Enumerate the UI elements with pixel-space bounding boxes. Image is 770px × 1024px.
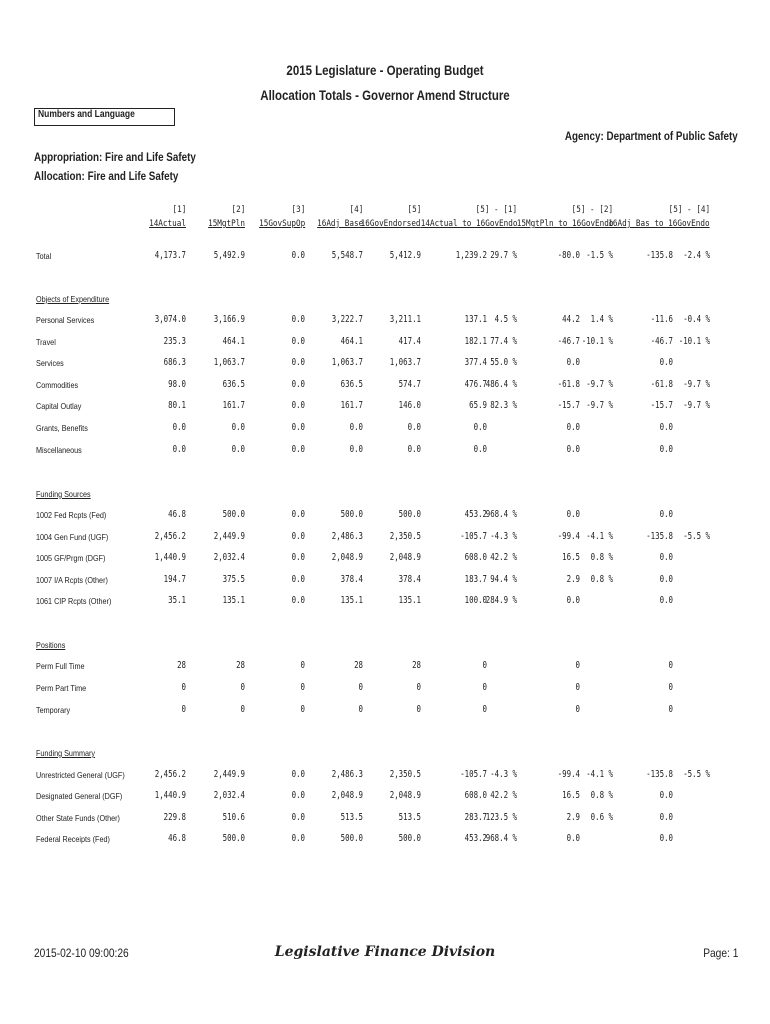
table-cell: 161.7 xyxy=(222,400,245,411)
column-number: [5] - [4] xyxy=(668,205,710,215)
table-cell: 0.0 xyxy=(291,422,305,433)
table-cell: 3,166.9 xyxy=(213,314,245,325)
row-label: Other State Funds (Other) xyxy=(36,813,120,823)
table-cell: 0.0 xyxy=(291,357,305,368)
row-label: 1061 CIP Rcpts (Other) xyxy=(36,596,112,606)
table-cell: 0 xyxy=(668,682,673,693)
table-cell: 0.6 % xyxy=(590,812,613,823)
table-cell: -4.1 % xyxy=(586,531,613,542)
table-cell: 0.0 xyxy=(231,422,245,433)
row-label: Miscellaneous xyxy=(36,445,82,455)
table-cell: 35.1 xyxy=(168,595,186,606)
table-cell: 0.8 % xyxy=(590,790,613,801)
table-cell: -5.5 % xyxy=(683,769,710,780)
table-cell: 500.0 xyxy=(398,833,421,844)
table-cell: 80.1 xyxy=(168,400,186,411)
table-cell: 183.7 xyxy=(464,574,487,585)
table-cell: -4.3 % xyxy=(490,531,517,542)
table-cell: 417.4 xyxy=(398,336,421,347)
row-label: Perm Part Time xyxy=(36,683,87,693)
table-cell: 0 xyxy=(668,704,673,715)
table-cell: 0.0 xyxy=(566,357,580,368)
row-label: Designated General (DGF) xyxy=(36,791,123,801)
table-cell: 28 xyxy=(412,660,421,671)
table-cell: -61.8 xyxy=(650,379,673,390)
table-cell: 500.0 xyxy=(222,509,245,520)
table-cell: 0.0 xyxy=(566,422,580,433)
table-cell: 2,456.2 xyxy=(154,531,186,542)
table-cell: 1,063.7 xyxy=(389,357,421,368)
table-cell: 476.7 xyxy=(464,379,487,390)
column-number: [4] xyxy=(349,205,363,215)
column-number: [3] xyxy=(291,205,305,215)
table-cell: 453.2 xyxy=(464,509,487,520)
table-cell: -15.7 xyxy=(557,400,580,411)
table-cell: 1,440.9 xyxy=(154,552,186,563)
row-label: 1002 Fed Rcpts (Fed) xyxy=(36,510,107,520)
table-cell: 100.0 xyxy=(464,595,487,606)
table-cell: 0.0 xyxy=(172,444,186,455)
table-cell: 0 xyxy=(416,704,421,715)
column-header: 16Adj Bas to 16GovEndo xyxy=(608,219,710,229)
table-cell: 2,048.9 xyxy=(389,790,421,801)
table-cell: 0.0 xyxy=(566,509,580,520)
table-cell: 968.4 % xyxy=(485,509,517,520)
table-cell: 46.8 xyxy=(168,509,186,520)
table-cell: -9.7 % xyxy=(586,400,613,411)
table-cell: 0.0 xyxy=(473,422,487,433)
table-cell: 235.3 xyxy=(163,336,186,347)
column-header: 16GovEndorsed xyxy=(361,219,421,229)
table-cell: 500.0 xyxy=(398,509,421,520)
row-label: 1005 GF/Prgm (DGF) xyxy=(36,553,106,563)
table-cell: 378.4 xyxy=(340,574,363,585)
table-cell: 608.0 xyxy=(464,552,487,563)
table-cell: 0.0 xyxy=(659,509,673,520)
table-cell: 378.4 xyxy=(398,574,421,585)
table-cell: 0.0 xyxy=(659,595,673,606)
table-cell: 1,063.7 xyxy=(213,357,245,368)
column-number: [5] xyxy=(407,205,421,215)
table-cell: 55.0 % xyxy=(490,357,517,368)
table-cell: 500.0 xyxy=(340,833,363,844)
table-cell: 0 xyxy=(575,660,580,671)
row-label: Commodities xyxy=(36,380,79,390)
table-cell: 0 xyxy=(668,660,673,671)
table-cell: 2,032.4 xyxy=(213,552,245,563)
row-label: Capital Outlay xyxy=(36,401,82,411)
table-cell: 0.0 xyxy=(291,531,305,542)
row-label: Personal Services xyxy=(36,315,95,325)
table-cell: -1.5 % xyxy=(586,250,613,261)
table-cell: -9.7 % xyxy=(683,400,710,411)
table-cell: 0 xyxy=(358,704,363,715)
row-label: Total xyxy=(36,251,52,261)
table-cell: -11.6 xyxy=(650,314,673,325)
section-heading: Funding Summary xyxy=(36,748,96,758)
table-cell: 0.0 xyxy=(291,574,305,585)
table-cell: 0.0 xyxy=(291,833,305,844)
table-cell: 1,239.2 xyxy=(455,250,487,261)
table-cell: -46.7 xyxy=(650,336,673,347)
table-cell: -10.1 % xyxy=(581,336,613,347)
table-cell: 28 xyxy=(177,660,186,671)
table-cell: 0.0 xyxy=(659,833,673,844)
table-cell: 2,350.5 xyxy=(389,769,421,780)
table-cell: -135.8 xyxy=(646,769,673,780)
table-cell: 2,449.9 xyxy=(213,769,245,780)
table-cell: 0.0 xyxy=(659,574,673,585)
table-cell: 0.0 xyxy=(291,790,305,801)
table-cell: 0.0 xyxy=(566,833,580,844)
column-number: [1] xyxy=(172,205,186,215)
table-cell: -99.4 xyxy=(557,769,580,780)
column-header: 15MgtPln to 16GovEndo xyxy=(516,219,613,229)
table-cell: 464.1 xyxy=(340,336,363,347)
section-heading: Positions xyxy=(36,640,66,650)
column-number: [5] - [1] xyxy=(475,205,517,215)
table-cell: 0 xyxy=(482,704,487,715)
table-cell: 2,486.3 xyxy=(331,769,363,780)
table-cell: 0 xyxy=(300,660,305,671)
table-cell: 0 xyxy=(240,704,245,715)
table-cell: 0.0 xyxy=(407,444,421,455)
row-label: 1007 I/A Rcpts (Other) xyxy=(36,575,108,585)
table-cell: 2,048.9 xyxy=(331,790,363,801)
table-cell: 2,048.9 xyxy=(331,552,363,563)
table-cell: 0.0 xyxy=(659,357,673,368)
table-cell: -0.4 % xyxy=(683,314,710,325)
row-label: Travel xyxy=(36,337,56,347)
table-cell: 464.1 xyxy=(222,336,245,347)
table-cell: 0.0 xyxy=(231,444,245,455)
agency-label: Agency: Department of Public Safety xyxy=(565,129,738,143)
table-cell: 135.1 xyxy=(340,595,363,606)
table-cell: 1,440.9 xyxy=(154,790,186,801)
table-cell: 0 xyxy=(416,682,421,693)
appropriation-label: Appropriation: Fire and Life Safety xyxy=(34,150,196,164)
table-cell: 229.8 xyxy=(163,812,186,823)
table-cell: 94.4 % xyxy=(490,574,517,585)
table-cell: 0.8 % xyxy=(590,552,613,563)
table-cell: 0.0 xyxy=(291,552,305,563)
table-cell: 146.0 xyxy=(398,400,421,411)
table-cell: 3,222.7 xyxy=(331,314,363,325)
numbers-language-label: Numbers and Language xyxy=(38,109,135,120)
table-cell: 123.5 % xyxy=(485,812,517,823)
table-cell: 2,456.2 xyxy=(154,769,186,780)
table-cell: 0.0 xyxy=(659,552,673,563)
table-cell: 2,032.4 xyxy=(213,790,245,801)
table-cell: -10.1 % xyxy=(678,336,710,347)
row-label: 1004 Gen Fund (UGF) xyxy=(36,532,109,542)
table-cell: 0.0 xyxy=(172,422,186,433)
table-cell: -2.4 % xyxy=(683,250,710,261)
table-cell: 28 xyxy=(354,660,363,671)
table-cell: -9.7 % xyxy=(683,379,710,390)
row-label: Perm Full Time xyxy=(36,661,85,671)
table-cell: 29.7 % xyxy=(490,250,517,261)
table-cell: 182.1 xyxy=(464,336,487,347)
table-cell: 0.8 % xyxy=(590,574,613,585)
table-cell: 0.0 xyxy=(566,595,580,606)
table-cell: 0.0 xyxy=(291,444,305,455)
table-cell: 0.0 xyxy=(473,444,487,455)
table-cell: -9.7 % xyxy=(586,379,613,390)
table-cell: 0 xyxy=(575,704,580,715)
table-cell: 16.5 xyxy=(562,552,580,563)
table-cell: -4.3 % xyxy=(490,769,517,780)
table-cell: 135.1 xyxy=(222,595,245,606)
report-title: 2015 Legislature - Operating Budget xyxy=(286,62,484,78)
table-cell: 636.5 xyxy=(340,379,363,390)
table-cell: 0 xyxy=(181,682,186,693)
table-cell: 3,074.0 xyxy=(154,314,186,325)
table-cell: 135.1 xyxy=(398,595,421,606)
table-cell: -105.7 xyxy=(460,531,487,542)
allocation-label: Allocation: Fire and Life Safety xyxy=(34,169,179,183)
table-cell: 0 xyxy=(181,704,186,715)
table-cell: 2.9 xyxy=(566,812,580,823)
table-cell: 0.0 xyxy=(659,790,673,801)
table-cell: 375.5 xyxy=(222,574,245,585)
table-cell: 0.0 xyxy=(407,422,421,433)
table-cell: 0.0 xyxy=(291,336,305,347)
table-cell: 2,486.3 xyxy=(331,531,363,542)
table-cell: 4,173.7 xyxy=(154,250,186,261)
table-cell: 0.0 xyxy=(659,812,673,823)
table-cell: -15.7 xyxy=(650,400,673,411)
table-cell: 0 xyxy=(300,682,305,693)
table-cell: 0.0 xyxy=(349,422,363,433)
table-cell: 5,548.7 xyxy=(331,250,363,261)
report-subtitle: Allocation Totals - Governor Amend Structure xyxy=(260,87,510,103)
table-cell: 82.3 % xyxy=(490,400,517,411)
table-cell: 0.0 xyxy=(659,444,673,455)
table-cell: 0 xyxy=(300,704,305,715)
table-cell: 194.7 xyxy=(163,574,186,585)
table-cell: 0 xyxy=(482,660,487,671)
table-cell: -99.4 xyxy=(557,531,580,542)
row-label: Services xyxy=(36,358,64,368)
table-cell: 608.0 xyxy=(464,790,487,801)
table-cell: 1.4 % xyxy=(590,314,613,325)
table-cell: 0.0 xyxy=(291,379,305,390)
table-cell: 968.4 % xyxy=(485,833,517,844)
table-cell: 0 xyxy=(358,682,363,693)
table-cell: 65.9 xyxy=(469,400,487,411)
table-cell: -105.7 xyxy=(460,769,487,780)
table-cell: 2.9 xyxy=(566,574,580,585)
table-cell: 500.0 xyxy=(340,509,363,520)
table-cell: 98.0 xyxy=(168,379,186,390)
table-cell: 0.0 xyxy=(659,422,673,433)
column-number: [5] - [2] xyxy=(571,205,613,215)
table-cell: -61.8 xyxy=(557,379,580,390)
table-cell: 161.7 xyxy=(340,400,363,411)
section-heading: Funding Sources xyxy=(36,489,91,499)
table-cell: 5,492.9 xyxy=(213,250,245,261)
table-cell: 4.5 % xyxy=(494,314,517,325)
table-cell: 0.0 xyxy=(566,444,580,455)
table-cell: -135.8 xyxy=(646,531,673,542)
table-cell: 284.9 % xyxy=(485,595,517,606)
table-cell: 2,350.5 xyxy=(389,531,421,542)
row-label: Federal Receipts (Fed) xyxy=(36,834,110,844)
table-cell: -4.1 % xyxy=(586,769,613,780)
table-cell: 513.5 xyxy=(340,812,363,823)
row-label: Grants, Benefits xyxy=(36,423,88,433)
table-cell: 28 xyxy=(236,660,245,671)
table-cell: 42.2 % xyxy=(490,552,517,563)
row-label: Temporary xyxy=(36,705,71,715)
table-cell: 16.5 xyxy=(562,790,580,801)
table-cell: 3,211.1 xyxy=(389,314,421,325)
table-cell: 0.0 xyxy=(349,444,363,455)
table-cell: 2,449.9 xyxy=(213,531,245,542)
table-cell: 636.5 xyxy=(222,379,245,390)
table-cell: 0.0 xyxy=(291,509,305,520)
table-cell: 42.2 % xyxy=(490,790,517,801)
column-header: 14Actual to 16GovEndo xyxy=(420,219,517,229)
table-cell: 377.4 xyxy=(464,357,487,368)
table-cell: -5.5 % xyxy=(683,531,710,542)
table-cell: 0.0 xyxy=(291,769,305,780)
table-cell: -46.7 xyxy=(557,336,580,347)
table-cell: 0 xyxy=(240,682,245,693)
table-cell: 513.5 xyxy=(398,812,421,823)
table-cell: 574.7 xyxy=(398,379,421,390)
table-cell: 510.6 xyxy=(222,812,245,823)
table-cell: 486.4 % xyxy=(485,379,517,390)
table-cell: -80.0 xyxy=(557,250,580,261)
table-cell: 0 xyxy=(575,682,580,693)
division-name: Legislative Finance Division xyxy=(274,944,496,960)
table-cell: 137.1 xyxy=(464,314,487,325)
table-cell: 0.0 xyxy=(291,812,305,823)
table-cell: 44.2 xyxy=(562,314,580,325)
row-label: Unrestricted General (UGF) xyxy=(36,770,125,780)
table-cell: 500.0 xyxy=(222,833,245,844)
column-header: 15GovSupOp xyxy=(258,219,305,229)
table-cell: 2,048.9 xyxy=(389,552,421,563)
table-cell: 0.0 xyxy=(291,314,305,325)
table-cell: 46.8 xyxy=(168,833,186,844)
table-cell: 0.0 xyxy=(291,400,305,411)
table-cell: 5,412.9 xyxy=(389,250,421,261)
section-heading: Objects of Expenditure xyxy=(36,294,110,304)
column-number: [2] xyxy=(231,205,245,215)
column-header: 14Actual xyxy=(149,219,186,229)
report-timestamp: 2015-02-10 09:00:26 xyxy=(34,946,129,960)
table-cell: 1,063.7 xyxy=(331,357,363,368)
table-cell: 0.0 xyxy=(291,595,305,606)
table-cell: 453.2 xyxy=(464,833,487,844)
table-cell: 0 xyxy=(482,682,487,693)
table-cell: 686.3 xyxy=(163,357,186,368)
column-header: 15MgtPln xyxy=(208,219,245,229)
table-cell: -135.8 xyxy=(646,250,673,261)
column-header: 16Adj Base xyxy=(316,219,363,229)
page-number: Page: 1 xyxy=(702,946,738,960)
table-cell: 283.7 xyxy=(464,812,487,823)
table-cell: 77.4 % xyxy=(490,336,517,347)
table-cell: 0.0 xyxy=(291,250,305,261)
